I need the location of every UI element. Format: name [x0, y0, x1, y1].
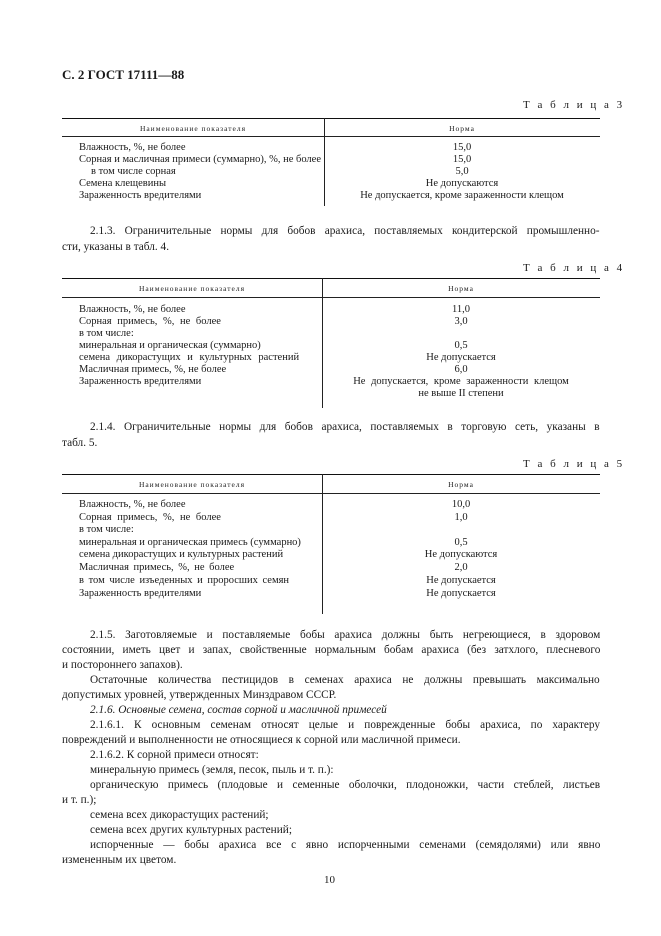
table-row-value: 10,0 — [451, 499, 471, 510]
body-line: допустимых уровней, утвержденных Минздравом СССР. — [62, 689, 337, 701]
body-line: семена всех других культурных растений; — [90, 824, 292, 836]
table-row-name: минеральная и органическая (суммарно) — [79, 340, 261, 351]
table-row-name: Семена клещевины — [79, 178, 166, 189]
table-3-top-rule — [62, 118, 600, 119]
table-row-value: 15,0 — [452, 142, 472, 153]
table-row-name: Зараженность вредителями — [79, 376, 202, 387]
table-row-value: 15,0 — [452, 154, 472, 165]
body-line: состоянии, иметь цвет и запах, свойственные нормальным бобам арахиса (без затхлого, плесневого — [62, 644, 601, 656]
table-row-value: не выше II степени — [418, 388, 504, 399]
table-row-name: минеральная и органическая примесь (суммарно) — [79, 537, 301, 548]
table-row-value: 5,0 — [455, 166, 469, 177]
page-header: С. 2 ГОСТ 17111—88 — [62, 67, 185, 82]
table-row-value: Не допускается — [426, 352, 496, 363]
table-row-value: Не допускается — [426, 588, 496, 599]
table-row-value: 6,0 — [454, 364, 468, 375]
table-5-col-name: Наименование показателя — [138, 480, 246, 489]
body-line: и т. п.); — [62, 794, 97, 806]
table-row-name: Зараженность вредителями — [79, 190, 202, 201]
paragraph-2-1-3-cont: сти, указаны в табл. 4. — [62, 241, 170, 253]
table-3-col-name: Наименование показателя — [139, 124, 247, 133]
section-heading: 2.1.6. Основные семена, состав сорной и масличной примесей — [90, 704, 387, 716]
table-row-name: Сорная и масличная примеси (суммарно), %, не более — [79, 154, 321, 165]
paragraph-2-1-3: 2.1.3. Ограничительные нормы для бобов арахиса, поставляемых кондитерской промышленно- — [90, 225, 600, 237]
table-row-value: Не допускается, кроме зараженности клещом — [353, 376, 569, 387]
table-row-value: Не допускается, кроме зараженности клещом — [360, 190, 564, 201]
table-row-value: Не допускается — [426, 575, 496, 586]
body-line: Остаточные количества пестицидов в семенах арахиса не должны превышать максимально — [90, 674, 600, 686]
table-5-top-rule — [62, 474, 600, 475]
table-row-value: Не допускаются — [425, 178, 499, 189]
body-line: измененным их цветом. — [62, 854, 177, 866]
body-line: испорченные — бобы арахиса все с явно испорченными семенами (семядолями) или явно — [90, 839, 601, 851]
body-line: семена всех дикорастущих растений; — [90, 809, 269, 821]
table-3-header-rule — [62, 136, 600, 137]
body-line: минеральную примесь (земля, песок, пыль и т. п.): — [90, 764, 334, 776]
table-row-name: в том числе: — [79, 328, 134, 339]
table-row-name: Масличная примесь, %, не более — [79, 562, 235, 573]
table-4-header-rule — [62, 297, 600, 298]
table-row-name: в том числе сорная — [91, 166, 176, 177]
table-row-name: семена дикорастущих и культурных растений — [79, 352, 300, 363]
body-line: органическую примесь (плодовые и семенные оболочки, плодоножки, части стеблей, листьев — [90, 779, 601, 791]
table-row-name: семена дикорастущих и культурных растений — [79, 549, 284, 560]
table-row-name: Влажность, %, не более — [79, 499, 186, 510]
body-line: 2.1.6.1. К основным семенам относят целые и поврежденные бобы арахиса, по характеру — [90, 719, 601, 731]
table-3-caption: Т а б л и ц а 3 — [523, 99, 625, 111]
body-line: 2.1.6.2. К сорной примеси относят: — [90, 749, 259, 761]
table-row-name: Сорная примесь, %, не более — [79, 512, 221, 523]
table-row-name: в том числе: — [79, 524, 134, 535]
table-row-name: Влажность, %, не более — [79, 142, 186, 153]
table-row-value: 11,0 — [452, 304, 470, 315]
table-4-col-norm: Норма — [448, 284, 474, 293]
table-row-name: Влажность, %, не более — [79, 304, 186, 315]
body-line: и постороннего запахов). — [62, 659, 183, 671]
body-line: 2.1.5. Заготовляемые и поставляемые бобы арахиса должны быть негреющиеся, в здоровом — [90, 629, 601, 641]
table-3-col-norm: Норма — [449, 124, 475, 133]
table-4-col-name: Наименование показателя — [138, 284, 246, 293]
table-row-value: 0,5 — [454, 537, 468, 548]
table-5-col-norm: Норма — [448, 480, 474, 489]
table-row-value: Не допускаются — [424, 549, 498, 560]
table-5-header-rule — [62, 493, 600, 494]
table-row-name: в том числе изъеденных и проросших семян — [79, 575, 290, 586]
table-row-name: Сорная примесь, %, не более — [79, 316, 221, 327]
table-row-name: Зараженность вредителями — [79, 588, 202, 599]
table-row-value: 0,5 — [454, 340, 468, 351]
table-4-top-rule — [62, 278, 600, 279]
body-line: повреждений и выполненности не относящиеся к сорной или масличной примеси. — [62, 734, 461, 746]
table-row-value: 3,0 — [454, 316, 468, 327]
table-row-value: 2,0 — [454, 562, 468, 573]
table-5-caption: Т а б л и ц а 5 — [523, 458, 625, 470]
page-number: 10 — [324, 874, 335, 886]
paragraph-2-1-4-cont: табл. 5. — [62, 437, 98, 449]
table-4-caption: Т а б л и ц а 4 — [523, 262, 625, 274]
table-row-name: Масличная примесь, %, не более — [79, 364, 227, 375]
table-row-value: 1,0 — [454, 512, 468, 523]
paragraph-2-1-4: 2.1.4. Ограничительные нормы для бобов арахиса, поставляемых в торговую сеть, указаны в — [90, 421, 600, 433]
